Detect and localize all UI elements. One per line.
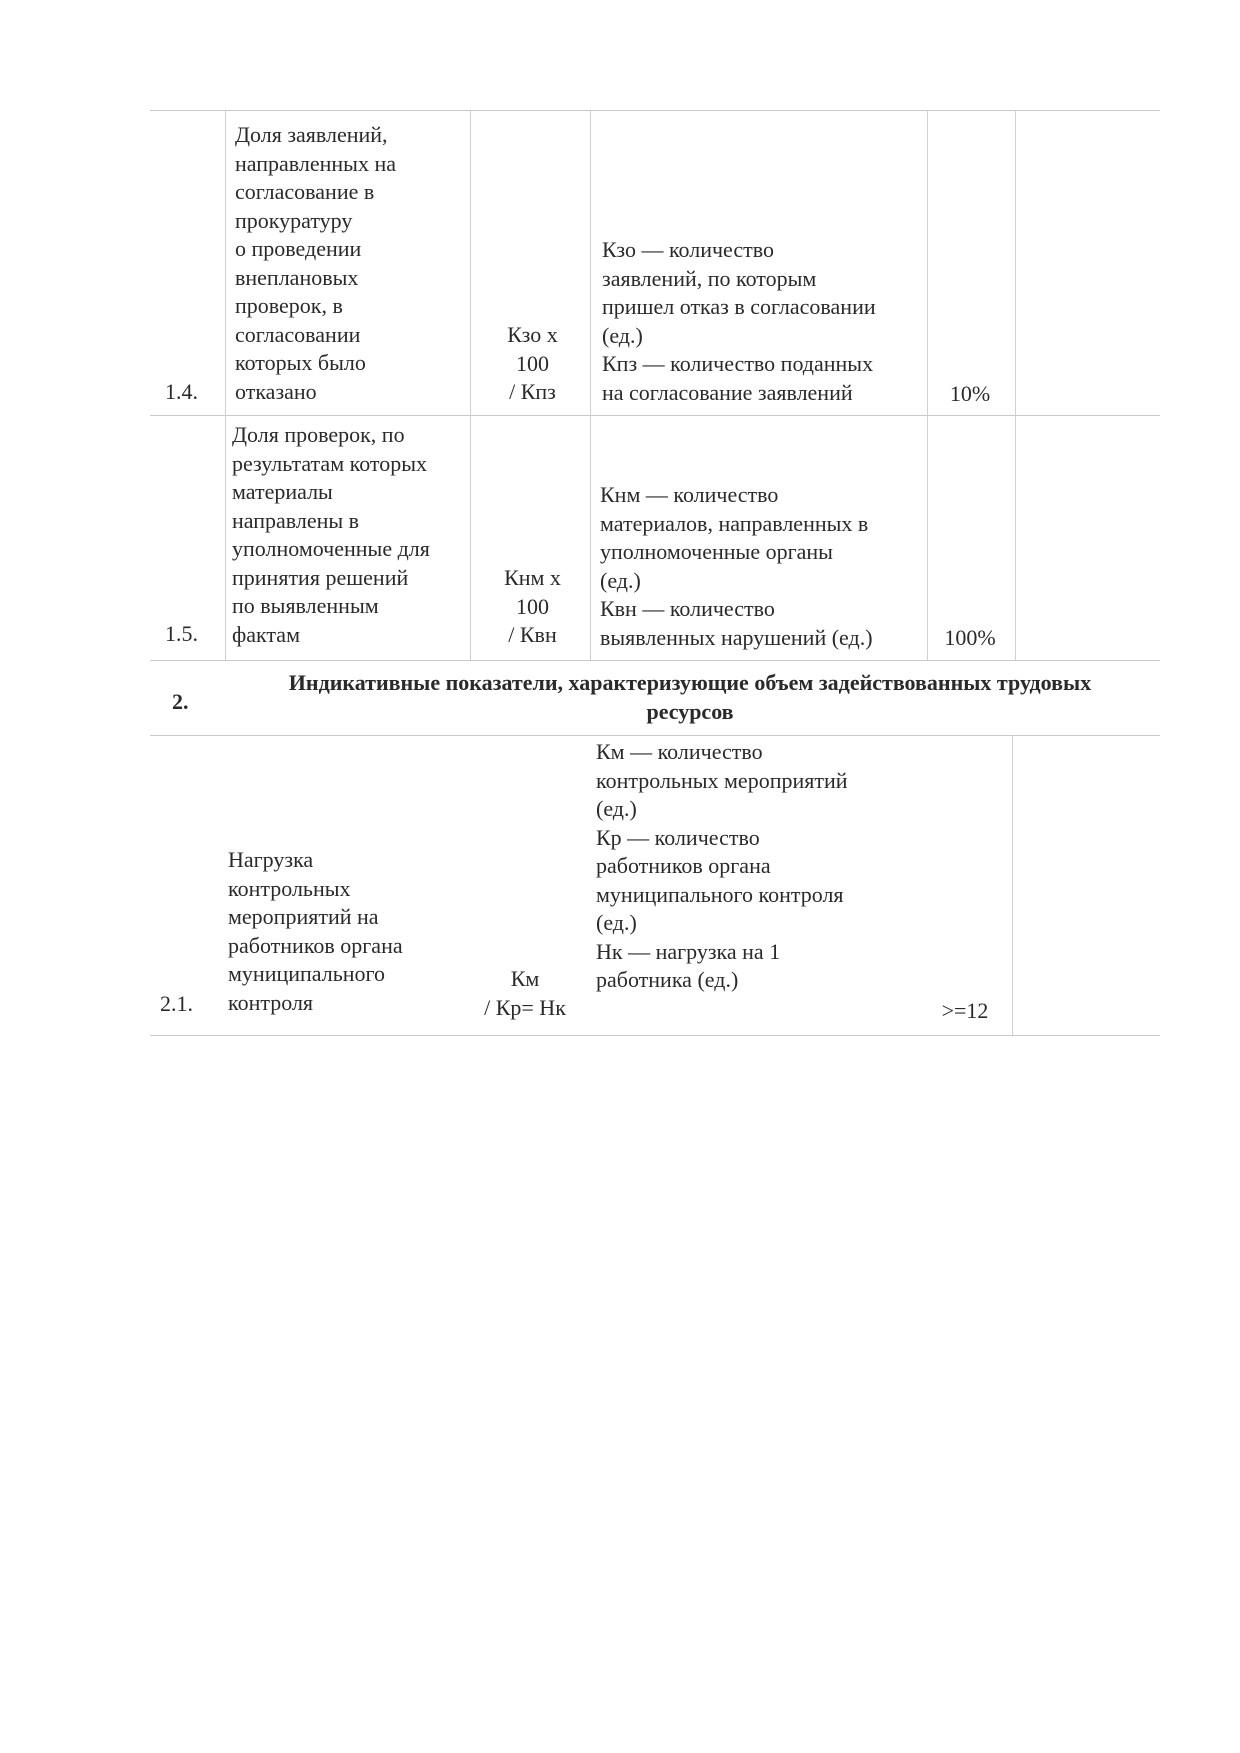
indicator-name: Доля заявлений, направленных на согласование в прокуратуру о проведении внеплановых проверок, в согласовании которых было отказано [235,122,396,404]
table-bottom-border [150,1035,1160,1036]
indicator-name: Нагрузка контрольных мероприятий на работников органа муниципального контроля [228,847,403,1015]
row-divider [150,735,1160,736]
formula-description: Кзо — количество заявлений, по которым пришел отказ в согласовании (ед.) Кпз — количество поданных на согласование заявлений [602,237,876,405]
column-divider [470,110,471,660]
formula-description: Кнм — количество материалов, направленных в уполномоченные органы (ед.) Квн — количество выявленных нарушений (ед.) [600,482,873,650]
section-title: Индикативные показатели, характеризующие объем задействованных трудовых ресурсов [288,670,1092,724]
formula: Км / Кр= Нк [484,966,566,1020]
column-divider [927,110,928,660]
column-divider [590,110,591,660]
target-value: 10% [949,381,991,406]
target-value: >=12 [941,998,989,1023]
table-top-border [150,110,1160,111]
row-divider [150,415,1160,416]
formula-description: Км — количество контрольных мероприятий (ед.) Кр — количество работников органа муниципального контроля (ед.) Нк — нагрузка на 1 работника (ед.) [596,739,848,992]
indicator-name: Доля проверок, по результатам которых материалы направлены в уполномоченные для принятия решений по выявленным фактам [232,422,430,647]
formula: Кнм х 100 / Квн [504,565,561,647]
row-number: 1.4. [165,379,198,404]
column-divider [1015,110,1016,660]
column-divider [1012,735,1013,1035]
target-value: 100% [944,625,996,650]
column-divider [225,110,226,660]
section-number: 2. [172,689,189,714]
row-divider [150,660,1160,661]
row-number: 1.5. [165,621,198,646]
formula: Кзо х 100 / Кпз [507,322,558,404]
row-number: 2.1. [160,991,193,1016]
